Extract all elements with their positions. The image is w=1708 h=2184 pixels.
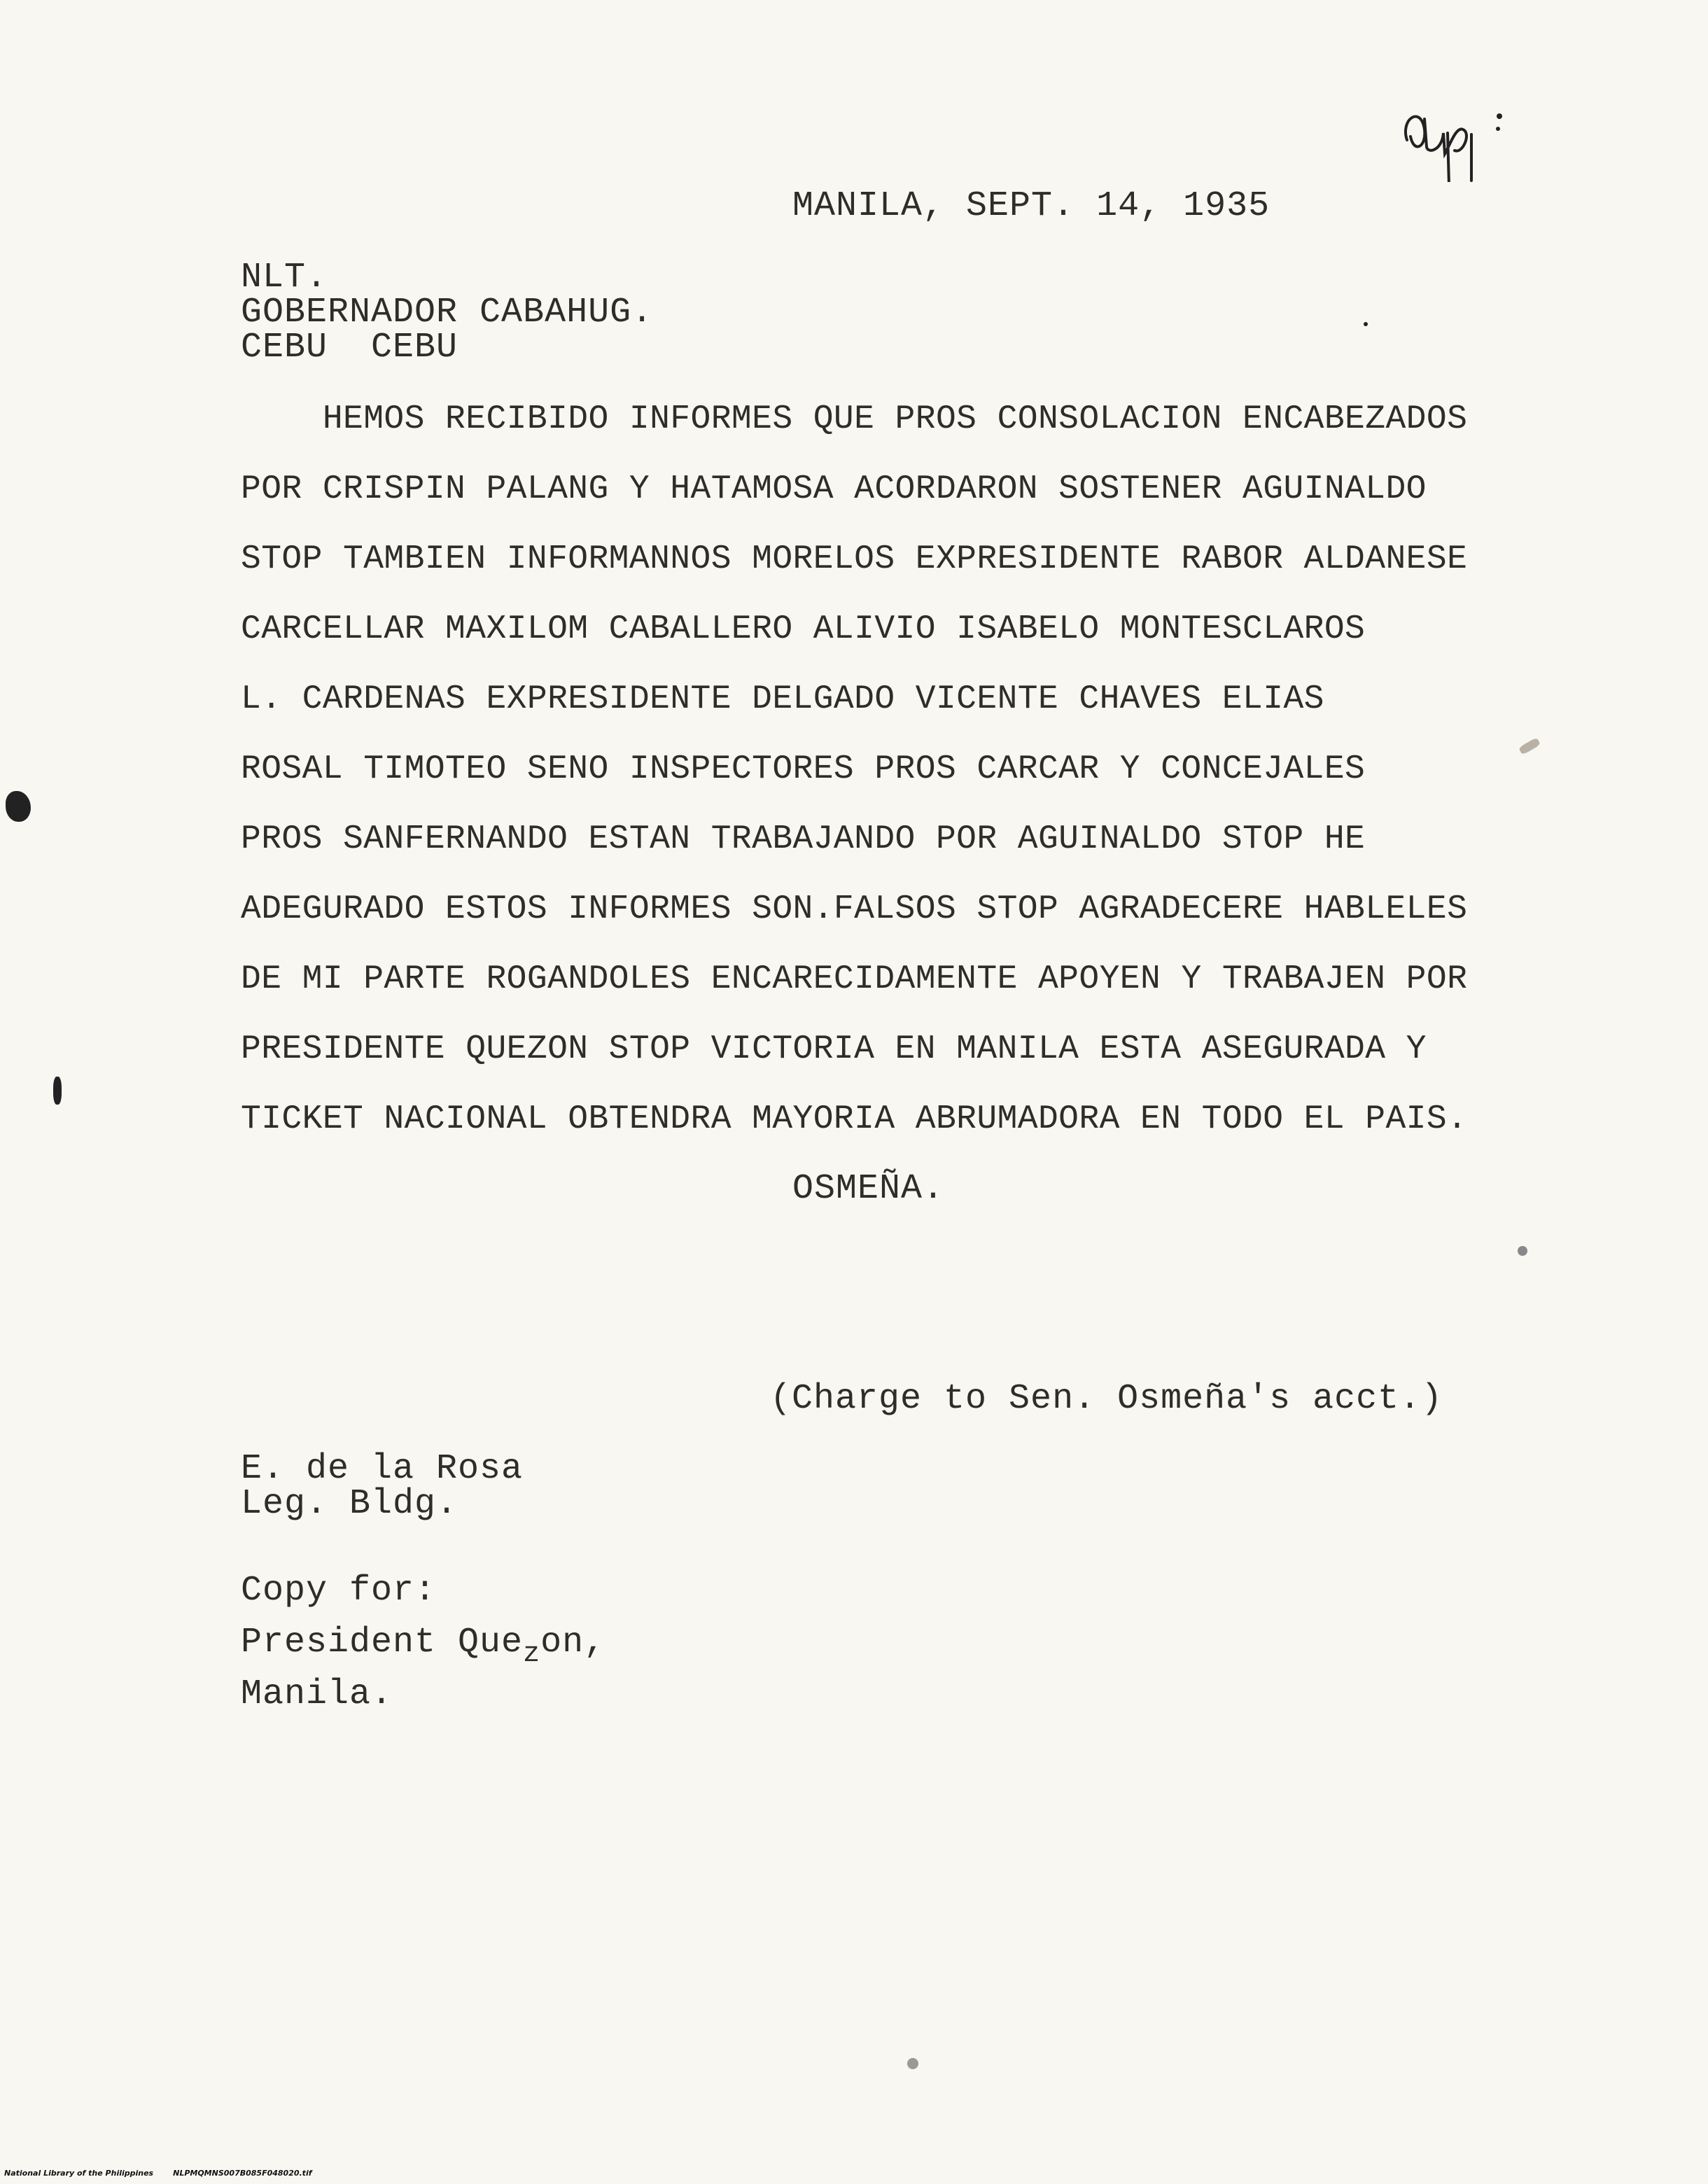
- footer-file-code: NLPMQMNS007B085F048020.tif: [173, 2169, 312, 2178]
- message-line-5: L. CARDENAS EXPRESIDENTE DELGADO VICENTE CHAVES ELIAS: [241, 680, 1324, 718]
- message-line-8: ADEGURADO ESTOS INFORMES SON.FALSOS STOP AGRADECERE HABLELES: [241, 890, 1468, 928]
- copy-city: Manila.: [241, 1674, 393, 1714]
- archive-footer: [4, 2169, 312, 2178]
- message-line-3: STOP TAMBIEN INFORMANNOS MORELOS EXPRESIDENTE RABOR ALDANESE: [241, 540, 1468, 578]
- paper-speck: [1518, 1246, 1527, 1256]
- paper-stain: [1518, 737, 1541, 755]
- message-line-2: POR CRISPIN PALANG Y HATAMOSA ACORDARON SOSTENER AGUINALDO: [241, 470, 1427, 508]
- charge-note: (Charge to Sen. Osmeña's acct.): [770, 1379, 1443, 1419]
- copy-recipient-part-2: on,: [540, 1623, 606, 1662]
- message-line-10: PRESIDENTE QUEZON STOP VICTORIA EN MANILA ESTA ASEGURADA Y: [241, 1030, 1427, 1068]
- paper-speck: [907, 2058, 918, 2069]
- message-line-6: ROSAL TIMOTEO SENO INSPECTORES PROS CARCAR Y CONCEJALES: [241, 750, 1366, 788]
- ink-blot: [6, 791, 31, 822]
- ink-mark: [53, 1077, 62, 1105]
- handwritten-dup-annotation: [1393, 98, 1519, 182]
- dateline: MANILA, SEPT. 14, 1935: [792, 186, 1270, 226]
- address-line-3: CEBU CEBU: [241, 328, 458, 368]
- message-line-1: HEMOS RECIBIDO INFORMES QUE PROS CONSOLACION ENCABEZADOS: [241, 400, 1468, 438]
- message-line-4: CARCELLAR MAXILOM CABALLERO ALIVIO ISABELO MONTESCLAROS: [241, 610, 1366, 648]
- address-line-2: GOBERNADOR CABAHUG.: [241, 293, 654, 332]
- message-line-7: PROS SANFERNANDO ESTAN TRABAJANDO POR AGUINALDO STOP HE: [241, 820, 1366, 858]
- copy-recipient-part-1: President Que: [241, 1623, 524, 1662]
- address-line-1: NLT.: [241, 258, 328, 298]
- copy-recipient-raised-z: z: [523, 1639, 541, 1670]
- copy-label: Copy for:: [241, 1571, 437, 1611]
- message-line-11: TICKET NACIONAL OBTENDRA MAYORIA ABRUMADORA EN TODO EL PAIS.: [241, 1100, 1468, 1138]
- signature: OSMEÑA.: [792, 1169, 945, 1209]
- message-line-9: DE MI PARTE ROGANDOLES ENCARECIDAMENTE APOYEN Y TRABAJEN POR: [241, 960, 1468, 998]
- paper-speck: [1364, 322, 1368, 326]
- sender-name: E. de la Rosa: [241, 1449, 524, 1489]
- footer-library: National Library of the Philippines: [4, 2169, 154, 2178]
- copy-recipient: [241, 1623, 606, 1670]
- sender-location: Leg. Bldg.: [241, 1484, 458, 1524]
